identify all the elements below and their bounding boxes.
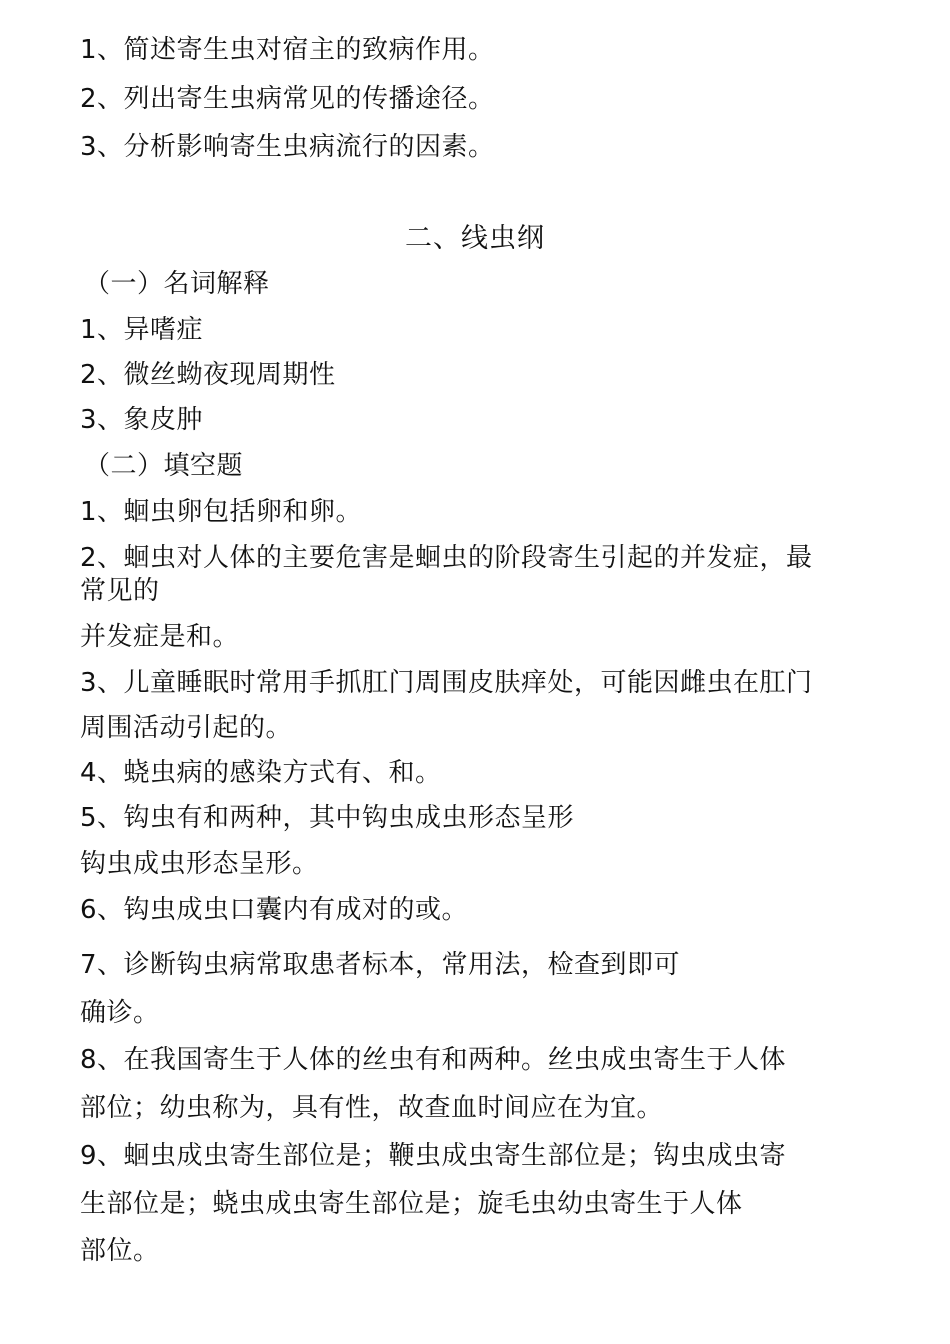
fill-blank-line: 钩虫成虫形态呈形。 [80,849,319,879]
fill-blank-line: 生部位是；蛲虫成虫寄生部位是；旋毛虫幼虫寄生于人体 [80,1189,743,1219]
fill-blank-line: 1、蛔虫卵包括卵和卵。 [80,497,363,527]
question-item: 1、简述寄生虫对宿主的致病作用。 [80,35,495,65]
fill-blank-line: 周围活动引起的。 [80,713,293,743]
fill-blank-line: 常见的 [80,576,160,606]
fill-blank-line: 6、钩虫成虫口囊内有成对的或。 [80,895,469,925]
fill-blank-line: 7、诊断钩虫病常取患者标本，常用法，检查到即可 [80,950,681,980]
term-item: 1、异嗜症 [80,315,204,345]
part-title-terms: （一）名词解释 [84,269,270,299]
part-title-fill-blank: （二）填空题 [84,451,244,481]
fill-blank-line: 8、在我国寄生于人体的丝虫有和两种。丝虫成虫寄生于人体 [80,1045,787,1075]
fill-blank-line: 部位；幼虫称为，具有性，故查血时间应在为宜。 [80,1093,664,1123]
fill-blank-line: 4、蛲虫病的感染方式有、和。 [80,758,442,788]
fill-blank-line: 确诊。 [80,998,160,1028]
term-item: 2、微丝蚴夜现周期性 [80,360,336,390]
fill-blank-line: 2、蛔虫对人体的主要危害是蛔虫的阶段寄生引起的并发症，最 [80,543,813,573]
question-item: 2、列出寄生虫病常见的传播途径。 [80,84,495,114]
fill-blank-line: 5、钩虫有和两种，其中钩虫成虫形态呈形 [80,803,575,833]
fill-blank-line: 部位。 [80,1236,160,1266]
fill-blank-line: 并发症是和。 [80,622,240,652]
term-item: 3、象皮肿 [80,405,204,435]
fill-blank-line: 9、蛔虫成虫寄生部位是；鞭虫成虫寄生部位是；钩虫成虫寄 [80,1141,787,1171]
fill-blank-line: 3、儿童睡眠时常用手抓肛门周围皮肤痒处，可能因雌虫在肛门 [80,668,813,698]
section-title: 二、线虫纲 [405,223,545,254]
question-item: 3、分析影响寄生虫病流行的因素。 [80,132,495,162]
